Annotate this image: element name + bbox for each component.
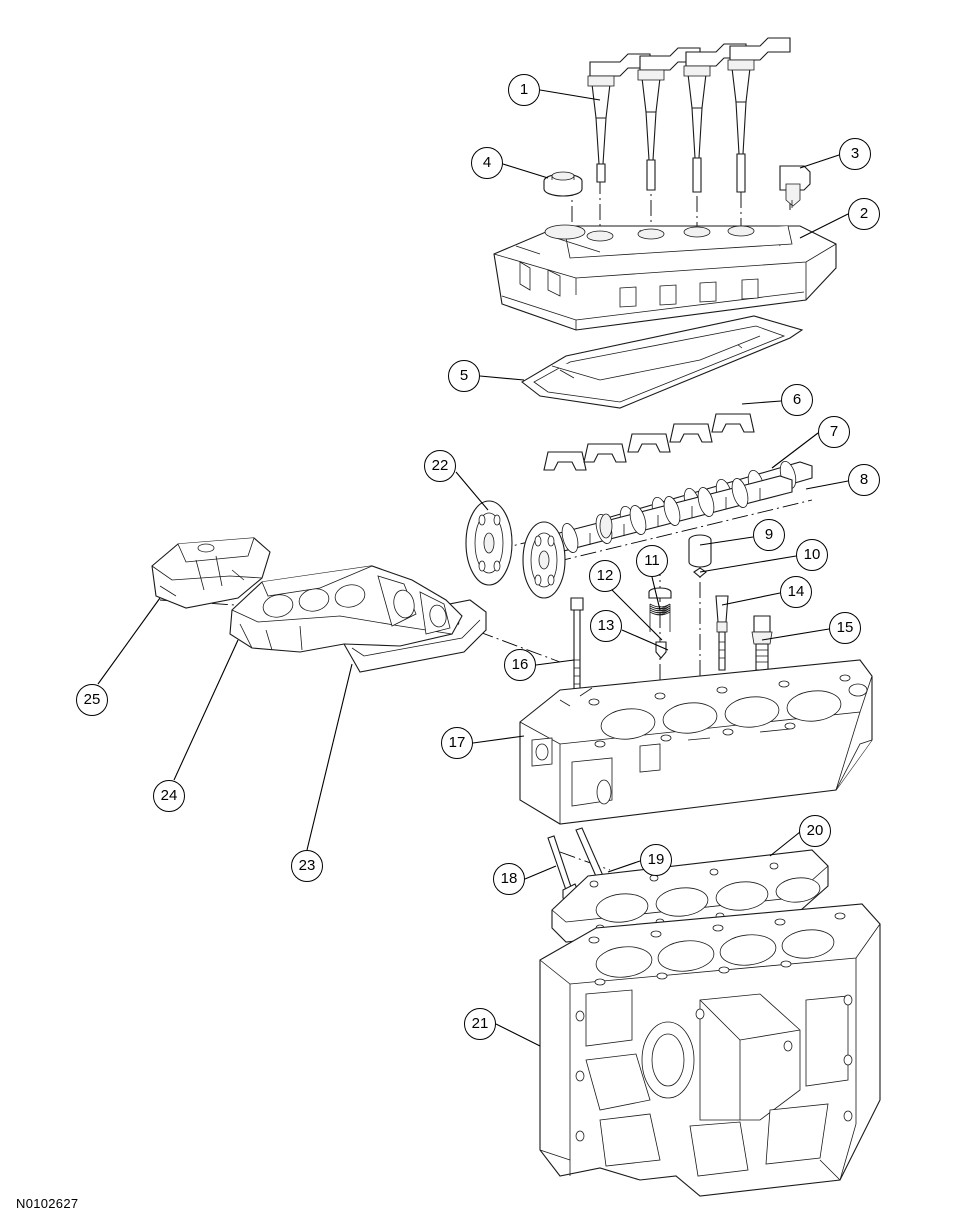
callout-oil-filler-cap[interactable]: 4 bbox=[471, 147, 503, 179]
leader-line bbox=[174, 640, 238, 780]
callout-spark-plug-extension[interactable]: 14 bbox=[780, 576, 812, 608]
callout-valve-keeper[interactable]: 10 bbox=[796, 539, 828, 571]
leader-line bbox=[806, 481, 848, 489]
callout-camshaft-sprocket[interactable]: 22 bbox=[424, 450, 456, 482]
leader-line bbox=[98, 598, 160, 684]
leader-line bbox=[456, 472, 488, 510]
callout-cylinder-head[interactable]: 17 bbox=[441, 727, 473, 759]
valve-spring-assembly bbox=[649, 568, 706, 658]
leader-line bbox=[540, 90, 600, 100]
valve-cover bbox=[494, 225, 836, 330]
leader-line bbox=[762, 629, 829, 640]
leader-line bbox=[800, 155, 839, 168]
callout-camshaft-exhaust[interactable]: 7 bbox=[818, 416, 850, 448]
ignition-coils bbox=[588, 38, 790, 192]
camshaft-sprockets bbox=[466, 501, 565, 598]
callout-camshaft-intake[interactable]: 8 bbox=[848, 464, 880, 496]
valve-cover-gasket bbox=[522, 316, 802, 408]
callout-valve-spring-retainer[interactable]: 11 bbox=[636, 545, 668, 577]
callout-ignition-coil[interactable]: 1 bbox=[508, 74, 540, 106]
leader-line bbox=[622, 630, 668, 650]
valve-tappet bbox=[689, 535, 711, 567]
leader-line bbox=[742, 401, 781, 404]
cylinder-block bbox=[540, 904, 880, 1196]
callout-exhaust-manifold-heat-shield[interactable]: 25 bbox=[76, 684, 108, 716]
callout-exhaust-manifold[interactable]: 24 bbox=[153, 780, 185, 812]
leader-line bbox=[536, 660, 574, 665]
callout-exhaust-manifold-gasket[interactable]: 23 bbox=[291, 850, 323, 882]
leader-line bbox=[473, 736, 524, 743]
exhaust-manifold bbox=[230, 566, 462, 652]
leader-line bbox=[307, 664, 352, 850]
callout-exhaust-valve[interactable]: 19 bbox=[640, 844, 672, 876]
cylinder-head bbox=[520, 660, 872, 824]
leader-line bbox=[700, 556, 796, 572]
leader-line bbox=[496, 1024, 540, 1046]
callout-valve-spring[interactable]: 12 bbox=[589, 560, 621, 592]
leader-line bbox=[772, 433, 818, 468]
crankcase-vent-fitting bbox=[780, 166, 810, 208]
callout-valve-stem-seal[interactable]: 13 bbox=[590, 610, 622, 642]
callout-intake-valve[interactable]: 18 bbox=[493, 863, 525, 895]
leader-line bbox=[480, 376, 524, 380]
camshaft-bearing-caps bbox=[544, 414, 754, 470]
leader-line bbox=[525, 866, 556, 879]
callout-crankcase-vent-fitting[interactable]: 3 bbox=[839, 138, 871, 170]
callout-valve-tappet[interactable]: 9 bbox=[753, 519, 785, 551]
figure-id-label: N0102627 bbox=[16, 1196, 79, 1211]
callout-head-gasket[interactable]: 20 bbox=[799, 815, 831, 847]
spark-plug-extension bbox=[716, 596, 728, 670]
callout-valve-cover-gasket[interactable]: 5 bbox=[448, 360, 480, 392]
callout-valve-cover[interactable]: 2 bbox=[848, 198, 880, 230]
callout-cylinder-block[interactable]: 21 bbox=[464, 1008, 496, 1040]
callout-spark-plug[interactable]: 15 bbox=[829, 612, 861, 644]
oil-filler-cap bbox=[544, 172, 582, 196]
callout-cylinder-head-bolt[interactable]: 16 bbox=[504, 649, 536, 681]
cylinder-head-bolt bbox=[571, 598, 583, 694]
callout-camshaft-bearing-cap[interactable]: 6 bbox=[781, 384, 813, 416]
leader-line bbox=[503, 164, 548, 178]
leader-line bbox=[800, 214, 848, 238]
leader-line bbox=[722, 593, 780, 605]
